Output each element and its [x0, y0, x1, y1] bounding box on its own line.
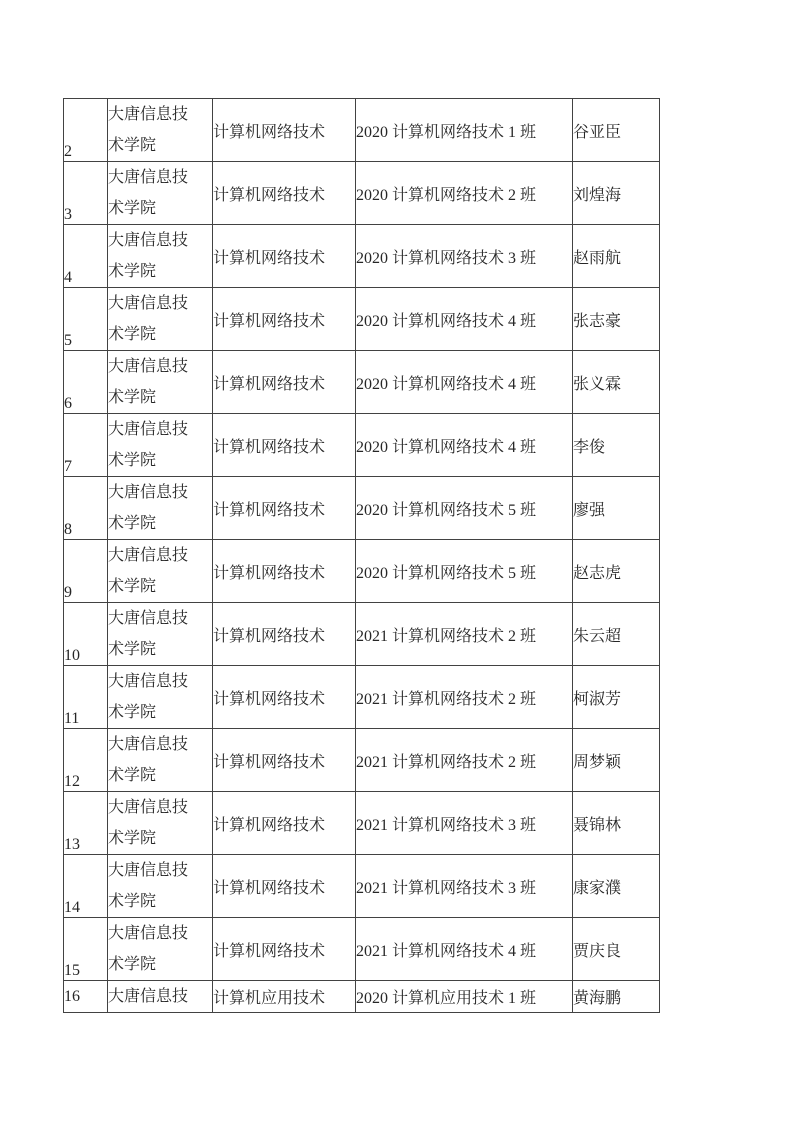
cell-major: 计算机网络技术 — [213, 855, 356, 918]
cell-college — [108, 414, 213, 477]
college-name-line: 术学院 — [108, 704, 157, 721]
college-name-line: 大唐信息技 — [108, 106, 189, 123]
table-row — [64, 99, 660, 162]
table-row — [64, 855, 660, 918]
cell-college — [108, 540, 213, 603]
cell-index: 5 — [64, 288, 108, 351]
college-name-line: 大唐信息技 — [108, 295, 189, 312]
cell-major: 计算机网络技术 — [213, 540, 356, 603]
college-name-line: 术学院 — [108, 137, 157, 154]
table-row — [64, 918, 660, 981]
cell-college — [108, 666, 213, 729]
college-name-line: 术学院 — [108, 578, 157, 595]
college-name-line: 大唐信息技 — [108, 925, 189, 942]
cell-college — [108, 729, 213, 792]
college-name-line: 术学院 — [108, 200, 157, 217]
cell-name: 赵志虎 — [573, 540, 660, 603]
cell-college — [108, 918, 213, 981]
college-name-line: 大唐信息技 — [108, 988, 189, 1005]
college-name-line: 术学院 — [108, 515, 157, 532]
cell-name: 谷亚臣 — [573, 99, 660, 162]
cell-major: 计算机网络技术 — [213, 603, 356, 666]
cell-major: 计算机网络技术 — [213, 99, 356, 162]
cell-index: 2 — [64, 99, 108, 162]
cell-name: 赵雨航 — [573, 225, 660, 288]
cell-name: 康家濮 — [573, 855, 660, 918]
cell-index: 11 — [64, 666, 108, 729]
table-row — [64, 540, 660, 603]
cell-major: 计算机应用技术 — [213, 981, 356, 1013]
cell-college — [108, 981, 213, 1013]
cell-major: 计算机网络技术 — [213, 414, 356, 477]
college-name-line: 术学院 — [108, 641, 157, 658]
cell-index: 9 — [64, 540, 108, 603]
college-name-line: 术学院 — [108, 263, 157, 280]
cell-class: 2021 计算机网络技术 2 班 — [356, 729, 573, 792]
college-name-line: 术学院 — [108, 956, 157, 973]
cell-class: 2020 计算机网络技术 1 班 — [356, 99, 573, 162]
college-name-line: 术学院 — [108, 830, 157, 847]
cell-class: 2021 计算机网络技术 2 班 — [356, 666, 573, 729]
cell-name: 张义霖 — [573, 351, 660, 414]
student-roster-table — [63, 98, 660, 1013]
cell-name: 黄海鹏 — [573, 981, 660, 1013]
cell-name: 张志豪 — [573, 288, 660, 351]
college-name-line: 大唐信息技 — [108, 673, 189, 690]
college-name-line: 大唐信息技 — [108, 169, 189, 186]
college-name-line: 大唐信息技 — [108, 610, 189, 627]
table-row — [64, 792, 660, 855]
cell-name: 周梦颖 — [573, 729, 660, 792]
cell-class: 2020 计算机网络技术 5 班 — [356, 540, 573, 603]
table-row — [64, 729, 660, 792]
cell-major: 计算机网络技术 — [213, 792, 356, 855]
cell-index: 4 — [64, 225, 108, 288]
table-row — [64, 288, 660, 351]
cell-major: 计算机网络技术 — [213, 918, 356, 981]
cell-index: 8 — [64, 477, 108, 540]
college-name-line: 术学院 — [108, 389, 157, 406]
cell-name: 刘煌海 — [573, 162, 660, 225]
cell-index: 15 — [64, 918, 108, 981]
cell-class: 2020 计算机网络技术 4 班 — [356, 288, 573, 351]
table-row — [64, 162, 660, 225]
college-name-line: 术学院 — [108, 326, 157, 343]
college-name-line: 大唐信息技 — [108, 232, 189, 249]
cell-major: 计算机网络技术 — [213, 288, 356, 351]
table-row — [64, 981, 660, 1013]
cell-major: 计算机网络技术 — [213, 225, 356, 288]
cell-index: 13 — [64, 792, 108, 855]
cell-class: 2021 计算机网络技术 3 班 — [356, 855, 573, 918]
cell-class: 2020 计算机网络技术 5 班 — [356, 477, 573, 540]
student-roster-body — [64, 99, 660, 1013]
cell-college — [108, 792, 213, 855]
table-row — [64, 225, 660, 288]
cell-name: 聂锦林 — [573, 792, 660, 855]
cell-class: 2021 计算机网络技术 4 班 — [356, 918, 573, 981]
table-row — [64, 414, 660, 477]
cell-major: 计算机网络技术 — [213, 477, 356, 540]
cell-index: 3 — [64, 162, 108, 225]
cell-name: 李俊 — [573, 414, 660, 477]
table-row — [64, 477, 660, 540]
cell-index: 16 — [64, 981, 108, 1013]
cell-class: 2020 计算机网络技术 3 班 — [356, 225, 573, 288]
cell-class: 2021 计算机网络技术 3 班 — [356, 792, 573, 855]
cell-major: 计算机网络技术 — [213, 162, 356, 225]
college-name-line: 大唐信息技 — [108, 484, 189, 501]
college-name-line: 术学院 — [108, 767, 157, 784]
table-row — [64, 351, 660, 414]
cell-index: 6 — [64, 351, 108, 414]
cell-college — [108, 477, 213, 540]
cell-college — [108, 855, 213, 918]
cell-name: 柯淑芳 — [573, 666, 660, 729]
cell-index: 14 — [64, 855, 108, 918]
cell-class: 2020 计算机网络技术 4 班 — [356, 414, 573, 477]
college-name-line: 大唐信息技 — [108, 547, 189, 564]
college-name-line: 大唐信息技 — [108, 799, 189, 816]
cell-college — [108, 162, 213, 225]
college-name-line: 术学院 — [108, 452, 157, 469]
table-row — [64, 666, 660, 729]
cell-index: 7 — [64, 414, 108, 477]
cell-college — [108, 351, 213, 414]
college-name-line: 大唐信息技 — [108, 358, 189, 375]
cell-college — [108, 99, 213, 162]
cell-major: 计算机网络技术 — [213, 351, 356, 414]
cell-class: 2020 计算机应用技术 1 班 — [356, 981, 573, 1013]
college-name-line: 大唐信息技 — [108, 862, 189, 879]
cell-class: 2020 计算机网络技术 4 班 — [356, 351, 573, 414]
cell-name: 廖强 — [573, 477, 660, 540]
cell-class: 2021 计算机网络技术 2 班 — [356, 603, 573, 666]
cell-name: 贾庆良 — [573, 918, 660, 981]
cell-college — [108, 288, 213, 351]
cell-name: 朱云超 — [573, 603, 660, 666]
college-name-line: 术学院 — [108, 893, 157, 910]
college-name-line: 大唐信息技 — [108, 736, 189, 753]
cell-college — [108, 225, 213, 288]
cell-college — [108, 603, 213, 666]
cell-class: 2020 计算机网络技术 2 班 — [356, 162, 573, 225]
cell-major: 计算机网络技术 — [213, 666, 356, 729]
cell-index: 12 — [64, 729, 108, 792]
cell-index: 10 — [64, 603, 108, 666]
cell-major: 计算机网络技术 — [213, 729, 356, 792]
table-row — [64, 603, 660, 666]
college-name-line: 大唐信息技 — [108, 421, 189, 438]
